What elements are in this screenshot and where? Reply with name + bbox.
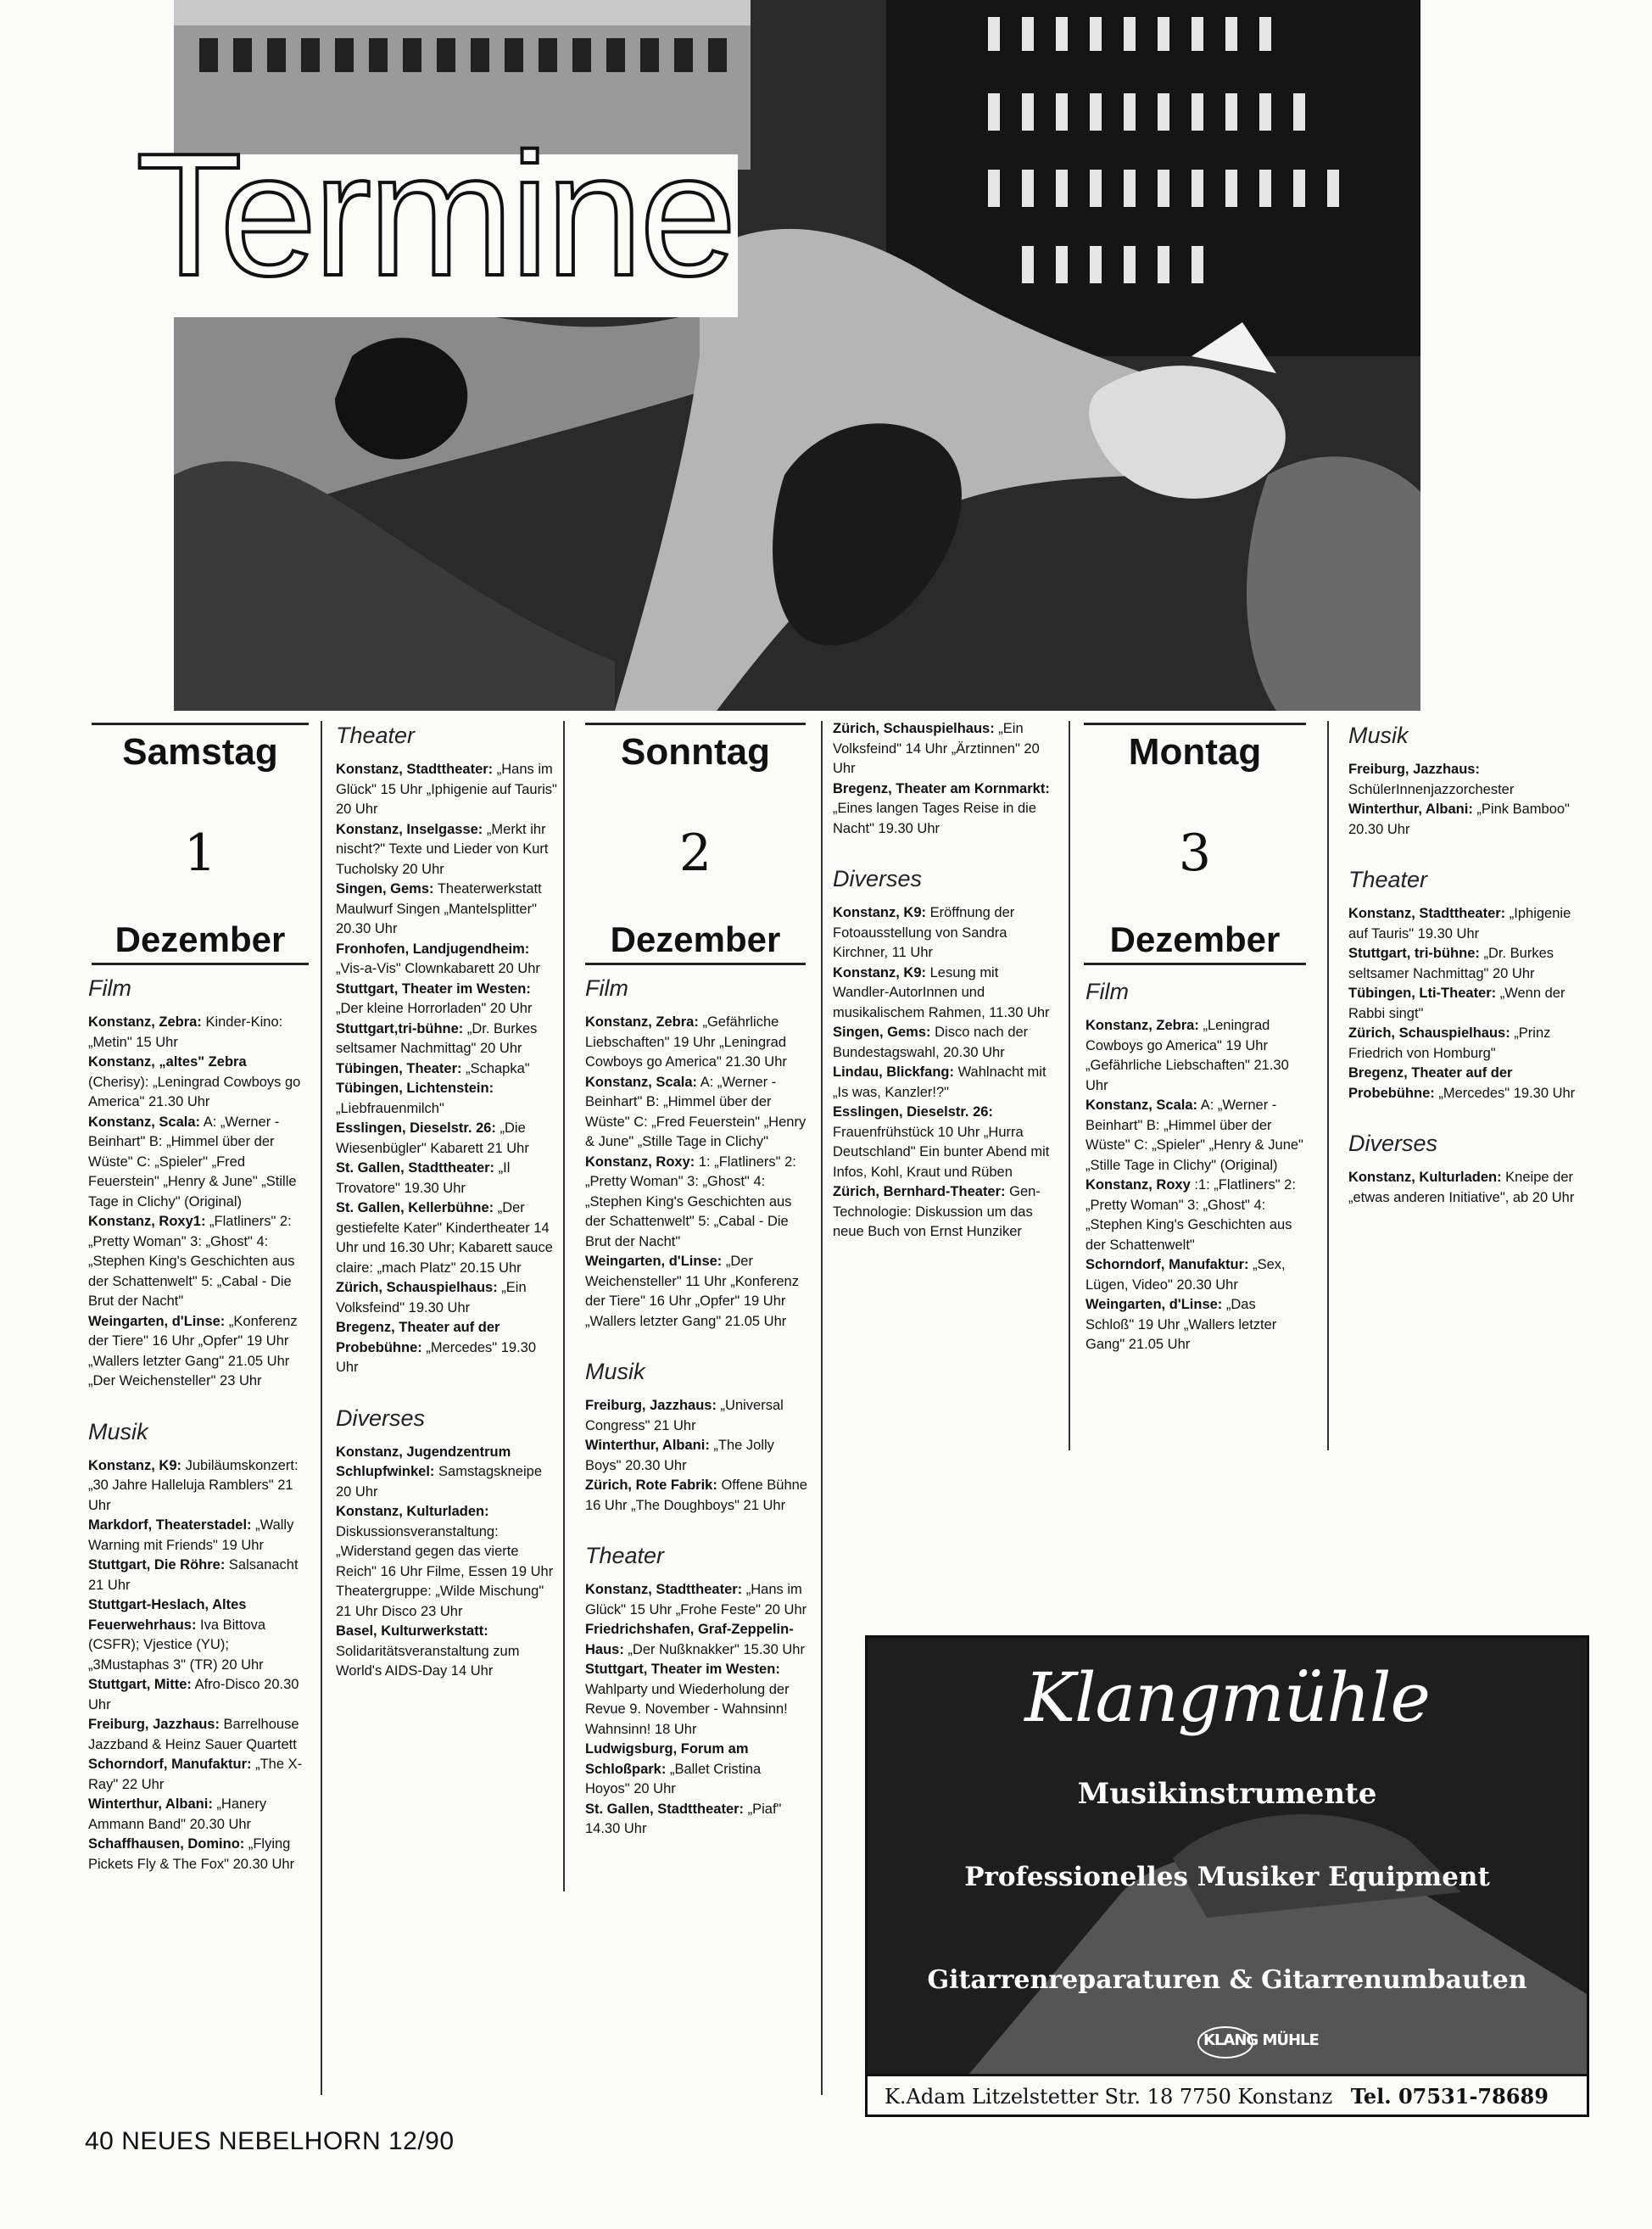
- column-sunday-film-musik-theater: [585, 974, 807, 1840]
- listing-entry: [585, 1436, 807, 1476]
- venue-name: Stuttgart, tri-bühne:: [1348, 946, 1480, 961]
- venue-name: Schaffhausen, Domino:: [88, 1836, 245, 1852]
- page-title: Termine: [136, 117, 734, 312]
- listing-entry: [336, 1622, 558, 1682]
- event-details: Offene Bühne 16 Uhr „The Doughboys" 21 Uhr: [585, 1478, 807, 1513]
- venue-name: Stuttgart-Heslach, Altes Feuerwehrhaus:: [88, 1597, 247, 1633]
- event-details: A: „Werner - Beinhart" B: „Himmel über der Wüste" C: „Fred Feuerstein" „Henry & June" „Stille Tage in Clichy": [585, 1074, 806, 1149]
- column-divider: [321, 721, 322, 2095]
- month-label: Dezember: [1109, 919, 1281, 959]
- section-heading-diverses: Diverses: [833, 866, 923, 891]
- listing-theater: [336, 760, 558, 1378]
- event-details: „Ein Volksfeind" 14 Uhr „Ärztinnen" 20 Uhr: [833, 721, 1040, 776]
- listing-entry: [833, 1023, 1055, 1063]
- event-details: „The X-Ray" 22 Uhr: [88, 1757, 303, 1792]
- venue-name: Konstanz, Inselgasse:: [336, 821, 483, 837]
- listing-entry: [585, 1476, 807, 1516]
- listing-entry: [585, 1073, 807, 1153]
- event-details: 1: „Flatliners" 2: „Pretty Woman" 3: „Ghost" 4: „Stephen King's Geschichten aus der Schattenwelt" 5: „Cabal - Die Brut der Nacht": [585, 1154, 796, 1249]
- event-details: „Hans im Glück" 15 Uhr „Iphigenie auf Tauris" 20 Uhr: [336, 762, 557, 817]
- event-details: Wahlparty und Wiederholung der Revue 9. November - Wahnsinn! Wahnsinn! 18 Uhr: [585, 1681, 790, 1737]
- issue-number: 12/90: [388, 2127, 455, 2155]
- listing-entry: [88, 1595, 305, 1675]
- listing-entry: [585, 1153, 807, 1253]
- event-details: Frauenfrühstück 10 Uhr „Hurra Deutschland" Ein bunter Abend mit Infos, Kohl, Kraut und Rüben: [833, 1124, 1050, 1180]
- venue-name: Konstanz, Stadttheater:: [585, 1582, 743, 1597]
- venue-name: Zürich, Rote Fabrik:: [585, 1478, 717, 1493]
- venue-name: Tübingen, Lti-Theater:: [1348, 986, 1497, 1001]
- event-details: „Sex, Lügen, Video" 20.30 Uhr: [1086, 1257, 1286, 1293]
- listing-entry: [585, 1740, 807, 1800]
- venue-name: Bregenz, Theater am Kornmarkt:: [833, 780, 1050, 796]
- event-details: Eröffnung der Fotoausstellung von Sandra Kirchner, 11 Uhr: [833, 905, 1015, 960]
- ad-contact: [868, 2074, 1587, 2114]
- venue-name: Lindau, Blickfang:: [833, 1064, 955, 1080]
- date-rule: [585, 723, 806, 725]
- event-details: „Die Wiesenbügler" Kabarett 21 Uhr: [336, 1120, 529, 1156]
- listing-entry: [1348, 1024, 1576, 1064]
- listing-entry: [336, 1079, 558, 1119]
- listing-entry: [88, 1113, 305, 1213]
- listing-entry: [1348, 984, 1576, 1024]
- venue-name: Friedrichshafen, Graf-Zeppelin-Haus:: [585, 1622, 794, 1657]
- venue-name: St. Gallen, Stadttheater:: [336, 1160, 495, 1176]
- listing-entry: [88, 1212, 305, 1312]
- listing-entry: [88, 1755, 305, 1795]
- venue-name: Konstanz, Jugendzentrum Schlupfwinkel:: [336, 1444, 511, 1479]
- event-details: Wahlnacht mit „Is was, Kanzler!?": [833, 1064, 1046, 1100]
- event-details: „Il Trovatore" 19.30 Uhr: [336, 1160, 511, 1196]
- listing-entry: [1348, 1168, 1576, 1208]
- event-details: Kneipe der „etwas anderen Initiative", ab 20 Uhr: [1348, 1170, 1575, 1205]
- listing-entry: [336, 980, 558, 1020]
- section-heading-musik: Musik: [585, 1359, 645, 1384]
- venue-name: Konstanz, Stadttheater:: [1348, 906, 1506, 921]
- event-details: „Hans im Glück" 15 Uhr „Frohe Feste" 20 Uhr: [585, 1582, 807, 1617]
- listing-entry: [336, 1502, 558, 1622]
- event-details: „Der gestiefelte Kater" Kindertheater 14 Uhr und 16.30 Uhr; Kabarett sauce claire: „mach Platz" 20.15 Uhr: [336, 1200, 553, 1276]
- listing-entry: [336, 1159, 558, 1198]
- listing-entry: [833, 1103, 1055, 1182]
- listing-entry: [833, 964, 1055, 1024]
- listing-musik: [585, 1396, 807, 1516]
- event-details: „Das Schloß" 19 Uhr „Wallers letzter Gang" 21.05 Uhr: [1086, 1297, 1277, 1352]
- venue-name: Freiburg, Jazzhaus:: [88, 1717, 220, 1732]
- event-details: „Wenn der Rabbi singt": [1348, 986, 1565, 1021]
- event-details: „Mercedes" 19.30 Uhr: [336, 1339, 537, 1375]
- section-heading-theater: Theater: [585, 1543, 665, 1568]
- listing-entry: [1086, 1176, 1308, 1255]
- section-heading-film: Film: [1086, 979, 1129, 1004]
- date-rule: [1084, 963, 1306, 965]
- ad-logo: [1197, 2025, 1341, 2060]
- event-details: „Ballet Cristina Hoyos" 20 Uhr: [585, 1761, 762, 1796]
- listing-entry: [88, 1835, 305, 1874]
- listing-entry: [336, 1119, 558, 1159]
- listing-musik: [88, 1456, 305, 1875]
- event-details: Disco nach der Bundestagswahl, 20.30 Uhr: [833, 1025, 1029, 1060]
- date-block-monday: [1084, 723, 1306, 965]
- listing-entry: [833, 903, 1055, 964]
- event-details: „Pink Bamboo" 20.30 Uhr: [1348, 802, 1570, 837]
- listing-diverses: [1348, 1168, 1576, 1208]
- listing-entry: [1348, 800, 1576, 840]
- day-number: 1: [183, 824, 217, 883]
- venue-name: Esslingen, Dieselstr. 26:: [336, 1120, 496, 1136]
- listing-entry: [336, 1020, 558, 1059]
- listing-entry: [1348, 1064, 1576, 1103]
- venue-name: Zürich, Schauspielhaus:: [1348, 1025, 1510, 1041]
- venue-name: Zürich, Bernhard-Theater:: [833, 1184, 1006, 1199]
- venue-name: Konstanz, Zebra:: [1086, 1018, 1199, 1033]
- ad-tagline: Professionelles Musiker Equipment: [964, 1862, 1490, 1892]
- listing-entry: [1086, 1255, 1308, 1295]
- advertisement-klangmuehle: [865, 1635, 1589, 2117]
- event-details: „Liebfrauenmilch": [336, 1100, 444, 1116]
- venue-name: Konstanz, K9:: [833, 964, 927, 980]
- listing-entry: [1348, 760, 1576, 800]
- venue-name: Konstanz, Scala:: [585, 1074, 698, 1090]
- venue-name: Schorndorf, Manufaktur:: [88, 1757, 252, 1772]
- page-footer: [85, 2127, 455, 2156]
- venue-name: Weingarten, d'Linse:: [88, 1313, 226, 1329]
- column-saturday-theater-diverses: [336, 721, 558, 1682]
- event-details: Diskussionsveranstaltung: „Widerstand gegen das vierte Reich" 16 Uhr Filme, Essen 19 Uhr Theatergruppe: „Wilde Mischung" 21 Uhr Disco 23 Uhr: [336, 1523, 554, 1619]
- venue-name: Fronhofen, Landjugendheim:: [336, 941, 530, 957]
- column-divider: [1327, 721, 1329, 1450]
- listing-film: [1086, 1016, 1308, 1355]
- column-monday-musik-theater-diverses: [1348, 721, 1576, 1208]
- venue-name: Konstanz, Kulturladen:: [1348, 1170, 1502, 1185]
- listing-entry: [585, 1660, 807, 1740]
- listing-entry: [1086, 1096, 1308, 1176]
- listing-entry: [585, 1252, 807, 1332]
- listing-entry: [88, 1053, 305, 1113]
- venue-name: Konstanz, Scala:: [1086, 1098, 1198, 1113]
- listing-entry: [336, 880, 558, 940]
- weekday-label: Samstag: [122, 731, 278, 773]
- event-details: „Wally Warning mit Friends" 19 Uhr: [88, 1517, 294, 1553]
- venue-name: Markdorf, Theaterstadel:: [88, 1517, 252, 1533]
- event-details: Jubiläumskonzert: „30 Jahre Halleluja Ramblers" 21 Uhr: [88, 1457, 299, 1513]
- listing-entry: [833, 779, 1055, 840]
- venue-name: Basel, Kulturwerkstatt:: [336, 1623, 488, 1639]
- date-block-saturday: [92, 723, 309, 965]
- event-details: Gen-Technologie: Diskussion um das neue Buch von Ernst Hunziker: [833, 1184, 1041, 1239]
- header-photo: [174, 0, 1420, 711]
- venue-name: Esslingen, Dieselstr. 26:: [833, 1104, 993, 1120]
- venue-name: Zürich, Schauspielhaus:: [833, 721, 995, 736]
- section-heading-musik: Musik: [88, 1418, 148, 1444]
- event-details: „Universal Congress" 21 Uhr: [585, 1398, 784, 1433]
- event-details: Iva Bittova (CSFR); Vjestice (YU); „3Mustaphas 3" (TR) 20 Uhr: [88, 1617, 266, 1673]
- date-rule: [92, 723, 309, 725]
- month-label: Dezember: [114, 919, 286, 959]
- listing-entry: [833, 719, 1055, 779]
- event-details: „Merkt ihr nischt?" Texte und Lieder von Kurt Tucholsky 20 Uhr: [336, 821, 549, 877]
- ad-brand-name: Klangmühle: [1024, 1658, 1430, 1737]
- date-rule: [1084, 723, 1306, 725]
- venue-name: Konstanz, Kulturladen:: [336, 1504, 489, 1519]
- venue-name: Stuttgart, Theater im Westen:: [336, 980, 531, 997]
- column-divider: [563, 721, 565, 1891]
- event-details: „Iphigenie auf Tauris" 19.30 Uhr: [1348, 906, 1571, 941]
- event-details: SchülerInnenjazzorchester: [1348, 781, 1515, 797]
- section-heading-diverses: Diverses: [336, 1405, 426, 1431]
- listing-entry: [1086, 1295, 1308, 1355]
- ad-address: K.Adam Litzelstetter Str. 18 7750 Konstanz: [885, 2085, 1333, 2109]
- listing-entry: [336, 1278, 558, 1318]
- venue-name: Konstanz, K9:: [88, 1457, 182, 1473]
- venue-name: Winterthur, Albani:: [88, 1796, 213, 1812]
- event-details: Salsanacht 21 Uhr: [88, 1557, 299, 1593]
- page-number: 40: [85, 2127, 114, 2155]
- month-label: Dezember: [610, 919, 781, 959]
- listing-entry: [88, 1312, 305, 1392]
- listing-entry: [88, 1675, 305, 1715]
- venue-name: Bregenz, Theater auf der Probebühne:: [336, 1320, 500, 1355]
- event-details: Lesung mit Wandler-AutorInnen und musikalischem Rahmen, 11.30 Uhr: [833, 964, 1050, 1020]
- event-details: „Der kleine Horrorladen" 20 Uhr: [336, 1001, 533, 1016]
- ad-tagline: Gitarrenreparaturen & Gitarrenumbauten: [927, 1965, 1527, 1995]
- ad-phone: Tel. 07531-78689: [1350, 2084, 1549, 2109]
- event-details: Kinder-Kino: „Metin" 15 Uhr: [88, 1014, 283, 1050]
- event-details: Theaterwerkstatt Maulwurf Singen „Mantelsplitter" 20.30 Uhr: [336, 881, 542, 936]
- venue-name: Singen, Gems:: [336, 881, 434, 897]
- venue-name: Bregenz, Theater auf der Probebühne:: [1348, 1065, 1513, 1101]
- event-details: Afro-Disco 20.30 Uhr: [88, 1677, 299, 1712]
- date-rule: [585, 963, 806, 965]
- column-sunday-theater-diverses: [833, 719, 1055, 1243]
- venue-name: Stuttgart,tri-bühne:: [336, 1020, 464, 1036]
- listing-film: [585, 1013, 807, 1332]
- listing-entry: [336, 1059, 558, 1080]
- column-divider: [1069, 721, 1070, 1450]
- listing-theater: [585, 1580, 807, 1840]
- venue-name: Konstanz, Stadttheater:: [336, 762, 494, 777]
- section-heading-theater: Theater: [336, 723, 416, 748]
- listing-entry: [336, 760, 558, 820]
- listing-entry: [1348, 904, 1576, 944]
- listing-diverses: [336, 1443, 558, 1682]
- listing-theater: [1348, 904, 1576, 1103]
- venue-name: Konstanz, Roxy1:: [88, 1214, 206, 1229]
- event-details: „Dr. Burkes seltsamer Nachmittag" 20 Uhr: [1348, 946, 1554, 981]
- listing-film: [88, 1013, 305, 1392]
- ad-tagline: Musikinstrumente: [1077, 1777, 1377, 1811]
- venue-name: Konstanz, Roxy:: [585, 1154, 695, 1170]
- section-heading-film: Film: [585, 975, 628, 1001]
- magazine-name: NEUES NEBELHORN: [121, 2127, 382, 2155]
- listing-entry: [833, 1182, 1055, 1243]
- day-number: 3: [1178, 824, 1212, 883]
- listing-entry: [88, 1456, 305, 1517]
- venue-name: Zürich, Schauspielhaus:: [336, 1280, 498, 1295]
- venue-name: Tübingen, Theater:: [336, 1060, 462, 1076]
- event-details: :1: „Flatliners" 2: „Pretty Woman" 3: „Ghost" 4: „Stephen King's Geschichten aus der Schattenwelt": [1086, 1177, 1296, 1253]
- event-details: „Gefährliche Liebschaften" 19 Uhr „Leningrad Cowboys go America" 21.30 Uhr: [585, 1014, 787, 1070]
- day-number: 2: [678, 824, 712, 883]
- venue-name: Weingarten, d'Linse:: [1086, 1297, 1223, 1312]
- venue-name: Stuttgart, Theater im Westen:: [585, 1662, 780, 1677]
- listing-theater: [833, 719, 1055, 839]
- date-rule: [92, 963, 309, 965]
- listing-entry: [336, 1198, 558, 1278]
- venue-name: Konstanz, Roxy: [1086, 1177, 1191, 1193]
- venue-name: St. Gallen, Stadttheater:: [585, 1801, 745, 1817]
- ad-logo-text: KLANG MÜHLE: [1203, 2031, 1319, 2049]
- weekday-label: Montag: [1128, 731, 1262, 773]
- listing-entry: [833, 1063, 1055, 1103]
- event-details: „Konferenz der Tiere" 16 Uhr „Opfer" 19 Uhr „Wallers letzter Gang" 21.05 Uhr „Der Weichensteller" 23 Uhr: [88, 1313, 298, 1388]
- venue-name: Freiburg, Jazzhaus:: [1348, 762, 1480, 777]
- venue-name: Weingarten, d'Linse:: [585, 1254, 723, 1269]
- venue-name: Konstanz, „altes" Zebra: [88, 1054, 247, 1070]
- event-details: „Schapka": [461, 1060, 530, 1076]
- event-details: (Cherisy): „Leningrad Cowboys go America" 21.30 Uhr: [88, 1074, 301, 1109]
- listing-entry: [585, 1800, 807, 1840]
- venue-name: Ludwigsburg, Forum am Schloßpark:: [585, 1741, 749, 1777]
- venue-name: Konstanz, Zebra:: [88, 1014, 202, 1030]
- listing-musik: [1348, 760, 1576, 840]
- venue-name: Konstanz, Scala:: [88, 1114, 201, 1130]
- venue-name: Konstanz, K9:: [833, 905, 927, 920]
- event-details: „Mercedes" 19.30 Uhr: [1434, 1085, 1576, 1101]
- listing-entry: [585, 1580, 807, 1620]
- date-block-sunday: [585, 723, 806, 965]
- venue-name: St. Gallen, Kellerbühne:: [336, 1200, 494, 1215]
- section-heading-diverses: Diverses: [1348, 1131, 1438, 1156]
- event-details: A: „Werner - Beinhart" B: „Himmel über der Wüste" C: „Spieler" „Henry & June" „Stille Tage in Clichy" (Original): [1086, 1098, 1303, 1173]
- listing-entry: [88, 1516, 305, 1556]
- listing-entry: [336, 1318, 558, 1378]
- venue-name: Tübingen, Lichtenstein:: [336, 1081, 494, 1096]
- event-details: „Der Nußknakker" 15.30 Uhr: [623, 1641, 805, 1657]
- event-details: „Dr. Burkes seltsamer Nachmittag" 20 Uhr: [336, 1020, 538, 1056]
- venue-name: Freiburg, Jazzhaus:: [585, 1398, 717, 1413]
- listing-entry: [336, 1443, 558, 1503]
- venue-name: Schorndorf, Manufaktur:: [1086, 1257, 1249, 1272]
- venue-name: Singen, Gems:: [833, 1025, 931, 1040]
- listing-entry: [336, 940, 558, 980]
- venue-name: Winterthur, Albani:: [585, 1438, 710, 1453]
- weekday-label: Sonntag: [621, 731, 770, 773]
- section-heading-film: Film: [88, 975, 131, 1001]
- section-heading-musik: Musik: [1348, 723, 1409, 748]
- venue-name: Stuttgart, Mitte:: [88, 1677, 192, 1692]
- event-details: Solidaritätsveranstaltung zum World's AIDS-Day 14 Uhr: [336, 1643, 520, 1679]
- event-details: A: „Werner - Beinhart" B: „Himmel über der Wüste" C: „Spieler" „Fred Feuerstein" „Henry & June" „Stille Tage in Clichy" (Original): [88, 1114, 297, 1209]
- event-details: „Piaf" 14.30 Uhr: [585, 1801, 782, 1836]
- section-heading-theater: Theater: [1348, 867, 1428, 892]
- event-details: „Ein Volksfeind" 19.30 Uhr: [336, 1280, 527, 1316]
- listing-entry: [1086, 1016, 1308, 1096]
- event-details: „Prinz Friedrich von Homburg": [1348, 1025, 1551, 1061]
- column-saturday-film-musik: [88, 974, 305, 1874]
- listing-entry: [88, 1556, 305, 1595]
- event-details: „The Jolly Boys" 20.30 Uhr: [585, 1438, 774, 1473]
- event-details: Barrelhouse Jazzband & Heinz Sauer Quartett: [88, 1717, 299, 1752]
- listing-diverses: [833, 903, 1055, 1243]
- listing-entry: [88, 1715, 305, 1755]
- event-details: „Vis-a-Vis" Clownkabarett 20 Uhr: [336, 961, 540, 976]
- event-details: „Der Weichensteller" 11 Uhr „Konferenz der Tiere" 16 Uhr „Opfer" 19 Uhr „Wallers letzter Gang" 21.05 Uhr: [585, 1254, 799, 1329]
- listing-entry: [1348, 944, 1576, 984]
- event-details: „Leningrad Cowboys go America" 19 Uhr „Gefährliche Liebschaften" 21.30 Uhr: [1086, 1018, 1289, 1093]
- listing-entry: [585, 1396, 807, 1436]
- listing-entry: [88, 1013, 305, 1053]
- event-details: „Flying Pickets Fly & The Fox" 20.30 Uhr: [88, 1836, 295, 1872]
- column-divider: [821, 721, 823, 2095]
- event-details: „Eines langen Tages Reise in die Nacht" 19.30 Uhr: [833, 801, 1037, 836]
- column-monday-film: [1086, 977, 1308, 1355]
- venue-name: Winterthur, Albani:: [1348, 802, 1473, 817]
- venue-name: Stuttgart, Die Röhre:: [88, 1557, 226, 1573]
- listing-entry: [88, 1795, 305, 1835]
- listing-entry: [336, 820, 558, 880]
- event-details: „Hanery Ammann Band" 20.30 Uhr: [88, 1796, 267, 1832]
- event-details: Samstagskneipe 20 Uhr: [336, 1464, 543, 1500]
- venue-name: Konstanz, Zebra:: [585, 1014, 699, 1030]
- listing-entry: [585, 1013, 807, 1073]
- event-details: „Flatliners" 2: „Pretty Woman" 3: „Ghost" 4: „Stephen King's Geschichten aus der Schattenwelt" 5: „Cabal - Die Brut der Nacht": [88, 1214, 295, 1309]
- listing-entry: [585, 1620, 807, 1660]
